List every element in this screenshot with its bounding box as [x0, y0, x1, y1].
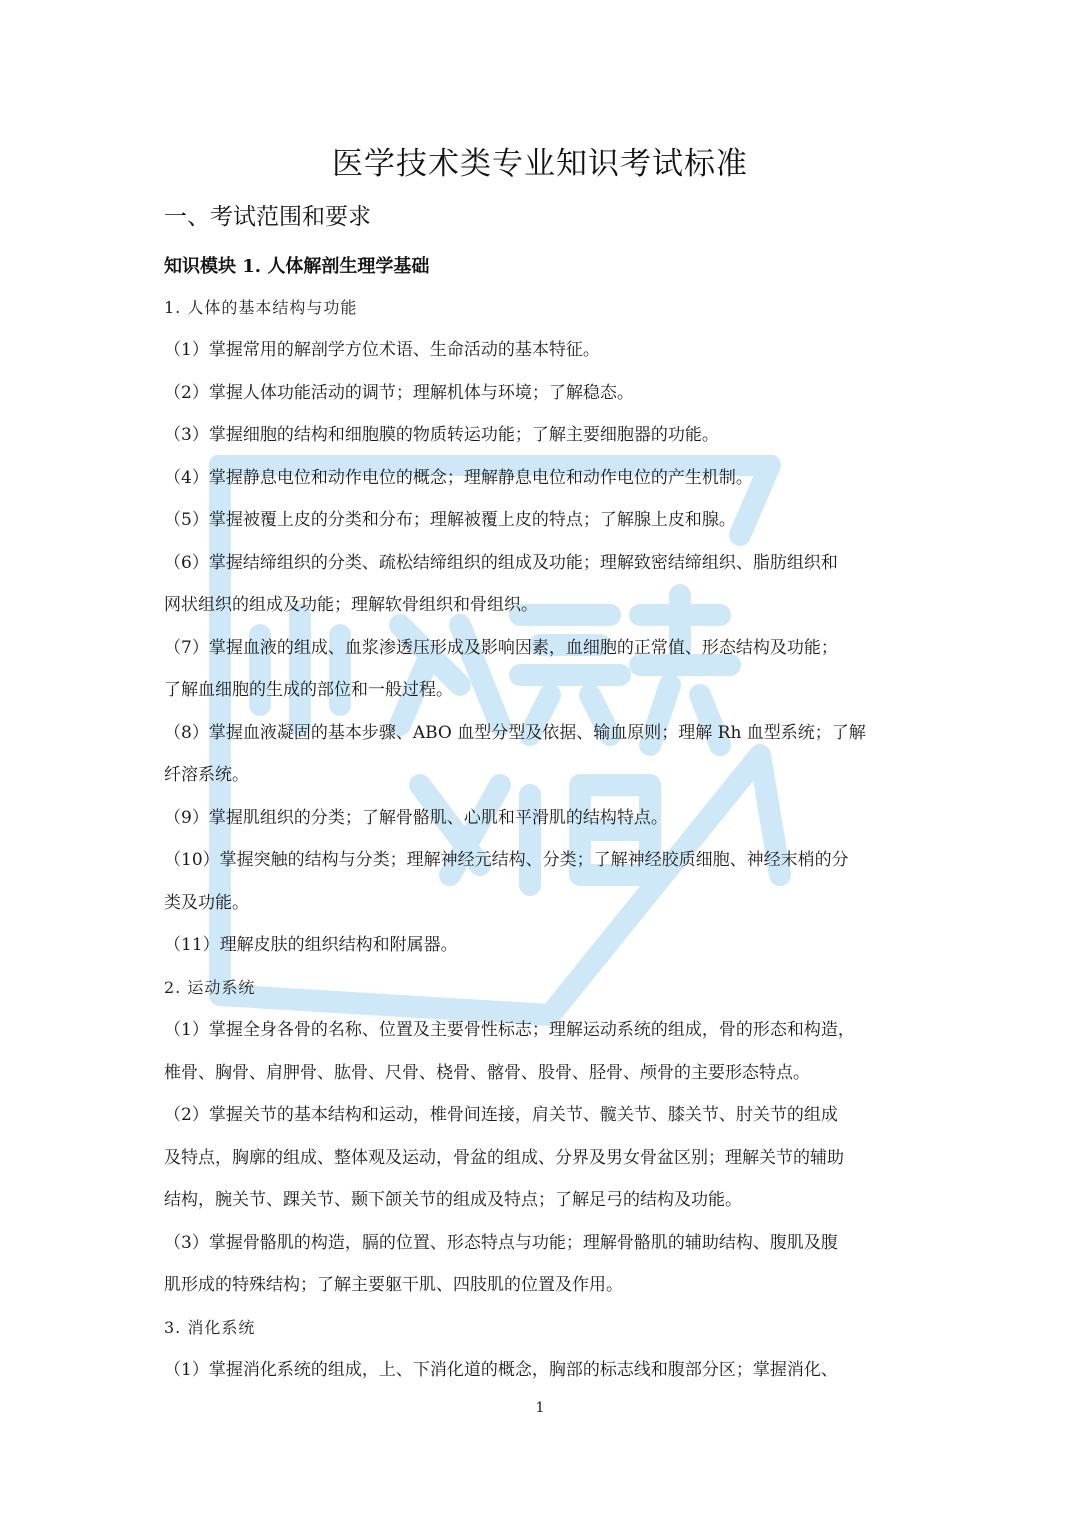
paragraph-line: （10）掌握突触的结构与分类；理解神经元结构、分类；了解神经胶质细胞、神经末梢的分 — [164, 850, 849, 870]
subsection-heading: 3. 消化系统 — [164, 1318, 256, 1337]
paragraph-line: （1）掌握消化系统的组成，上、下消化道的概念，胸部的标志线和腹部分区；掌握消化、 — [164, 1360, 838, 1380]
paragraph-line: 网状组织的组成及功能；理解软骨组织和骨组织。 — [164, 595, 538, 615]
paragraph-line: （5）掌握被覆上皮的分类和分布；理解被覆上皮的特点；了解腺上皮和腺。 — [164, 510, 736, 530]
section-heading: 一、考试范围和要求 — [164, 204, 371, 230]
paragraph-line: 及特点，胸廓的组成、整体观及运动，骨盆的组成、分界及男女骨盆区别；理解关节的辅助 — [164, 1148, 844, 1168]
paragraph-line: （1）掌握全身各骨的名称、位置及主要骨性标志；理解运动系统的组成，骨的形态和构造， — [164, 1020, 855, 1040]
paragraph-line: 类及功能。 — [164, 893, 249, 913]
paragraph-line: 椎骨、胸骨、肩胛骨、肱骨、尺骨、桡骨、髂骨、股骨、胫骨、颅骨的主要形态特点。 — [164, 1063, 810, 1083]
paragraph-line: （11）理解皮肤的组织结构和附属器。 — [164, 935, 458, 955]
paragraph-line: （7）掌握血液的组成、血浆渗透压形成及影响因素，血细胞的正常值、形态结构及功能； — [164, 638, 838, 658]
paragraph-line: （2）掌握关节的基本结构和运动，椎骨间连接，肩关节、髋关节、膝关节、肘关节的组成 — [164, 1105, 838, 1125]
document-title: 医学技术类专业知识考试标准 — [332, 146, 748, 182]
paragraph-line: 了解血细胞的生成的部位和一般过程。 — [164, 680, 453, 700]
subsection-heading: 1. 人体的基本结构与功能 — [164, 298, 358, 317]
paragraph-line: （4）掌握静息电位和动作电位的概念；理解静息电位和动作电位的产生机制。 — [164, 468, 753, 488]
paragraph-line: 肌形成的特殊结构；了解主要躯干肌、四肢肌的位置及作用。 — [164, 1275, 623, 1295]
paragraph-line: （2）掌握人体功能活动的调节；理解机体与环境；了解稳态。 — [164, 383, 634, 403]
paragraph-line: （8）掌握血液凝固的基本步骤、ABO 血型分型及依据、输血原则；理解 Rh 血型系统；了解 — [164, 723, 866, 743]
page-number: 1 — [535, 1400, 545, 1416]
subsection-heading: 2. 运动系统 — [164, 978, 256, 997]
paragraph-line: 纤溶系统。 — [164, 765, 249, 785]
paragraph-line: （3）掌握细胞的结构和细胞膜的物质转运功能；了解主要细胞器的功能。 — [164, 425, 719, 445]
paragraph-line: （1）掌握常用的解剖学方位术语、生命活动的基本特征。 — [164, 340, 600, 360]
module-heading: 知识模块 1. 人体解剖生理学基础 — [164, 256, 430, 277]
paragraph-line: （6）掌握结缔组织的分类、疏松结缔组织的组成及功能；理解致密结缔组织、脂肪组织和 — [164, 553, 838, 573]
paragraph-line: （9）掌握肌组织的分类；了解骨骼肌、心肌和平滑肌的结构特点。 — [164, 808, 668, 828]
paragraph-line: （3）掌握骨骼肌的构造，膈的位置、形态特点与功能；理解骨骼肌的辅助结构、腹肌及腹 — [164, 1233, 838, 1253]
paragraph-line: 结构，腕关节、踝关节、颞下颌关节的组成及特点；了解足弓的结构及功能。 — [164, 1190, 742, 1210]
